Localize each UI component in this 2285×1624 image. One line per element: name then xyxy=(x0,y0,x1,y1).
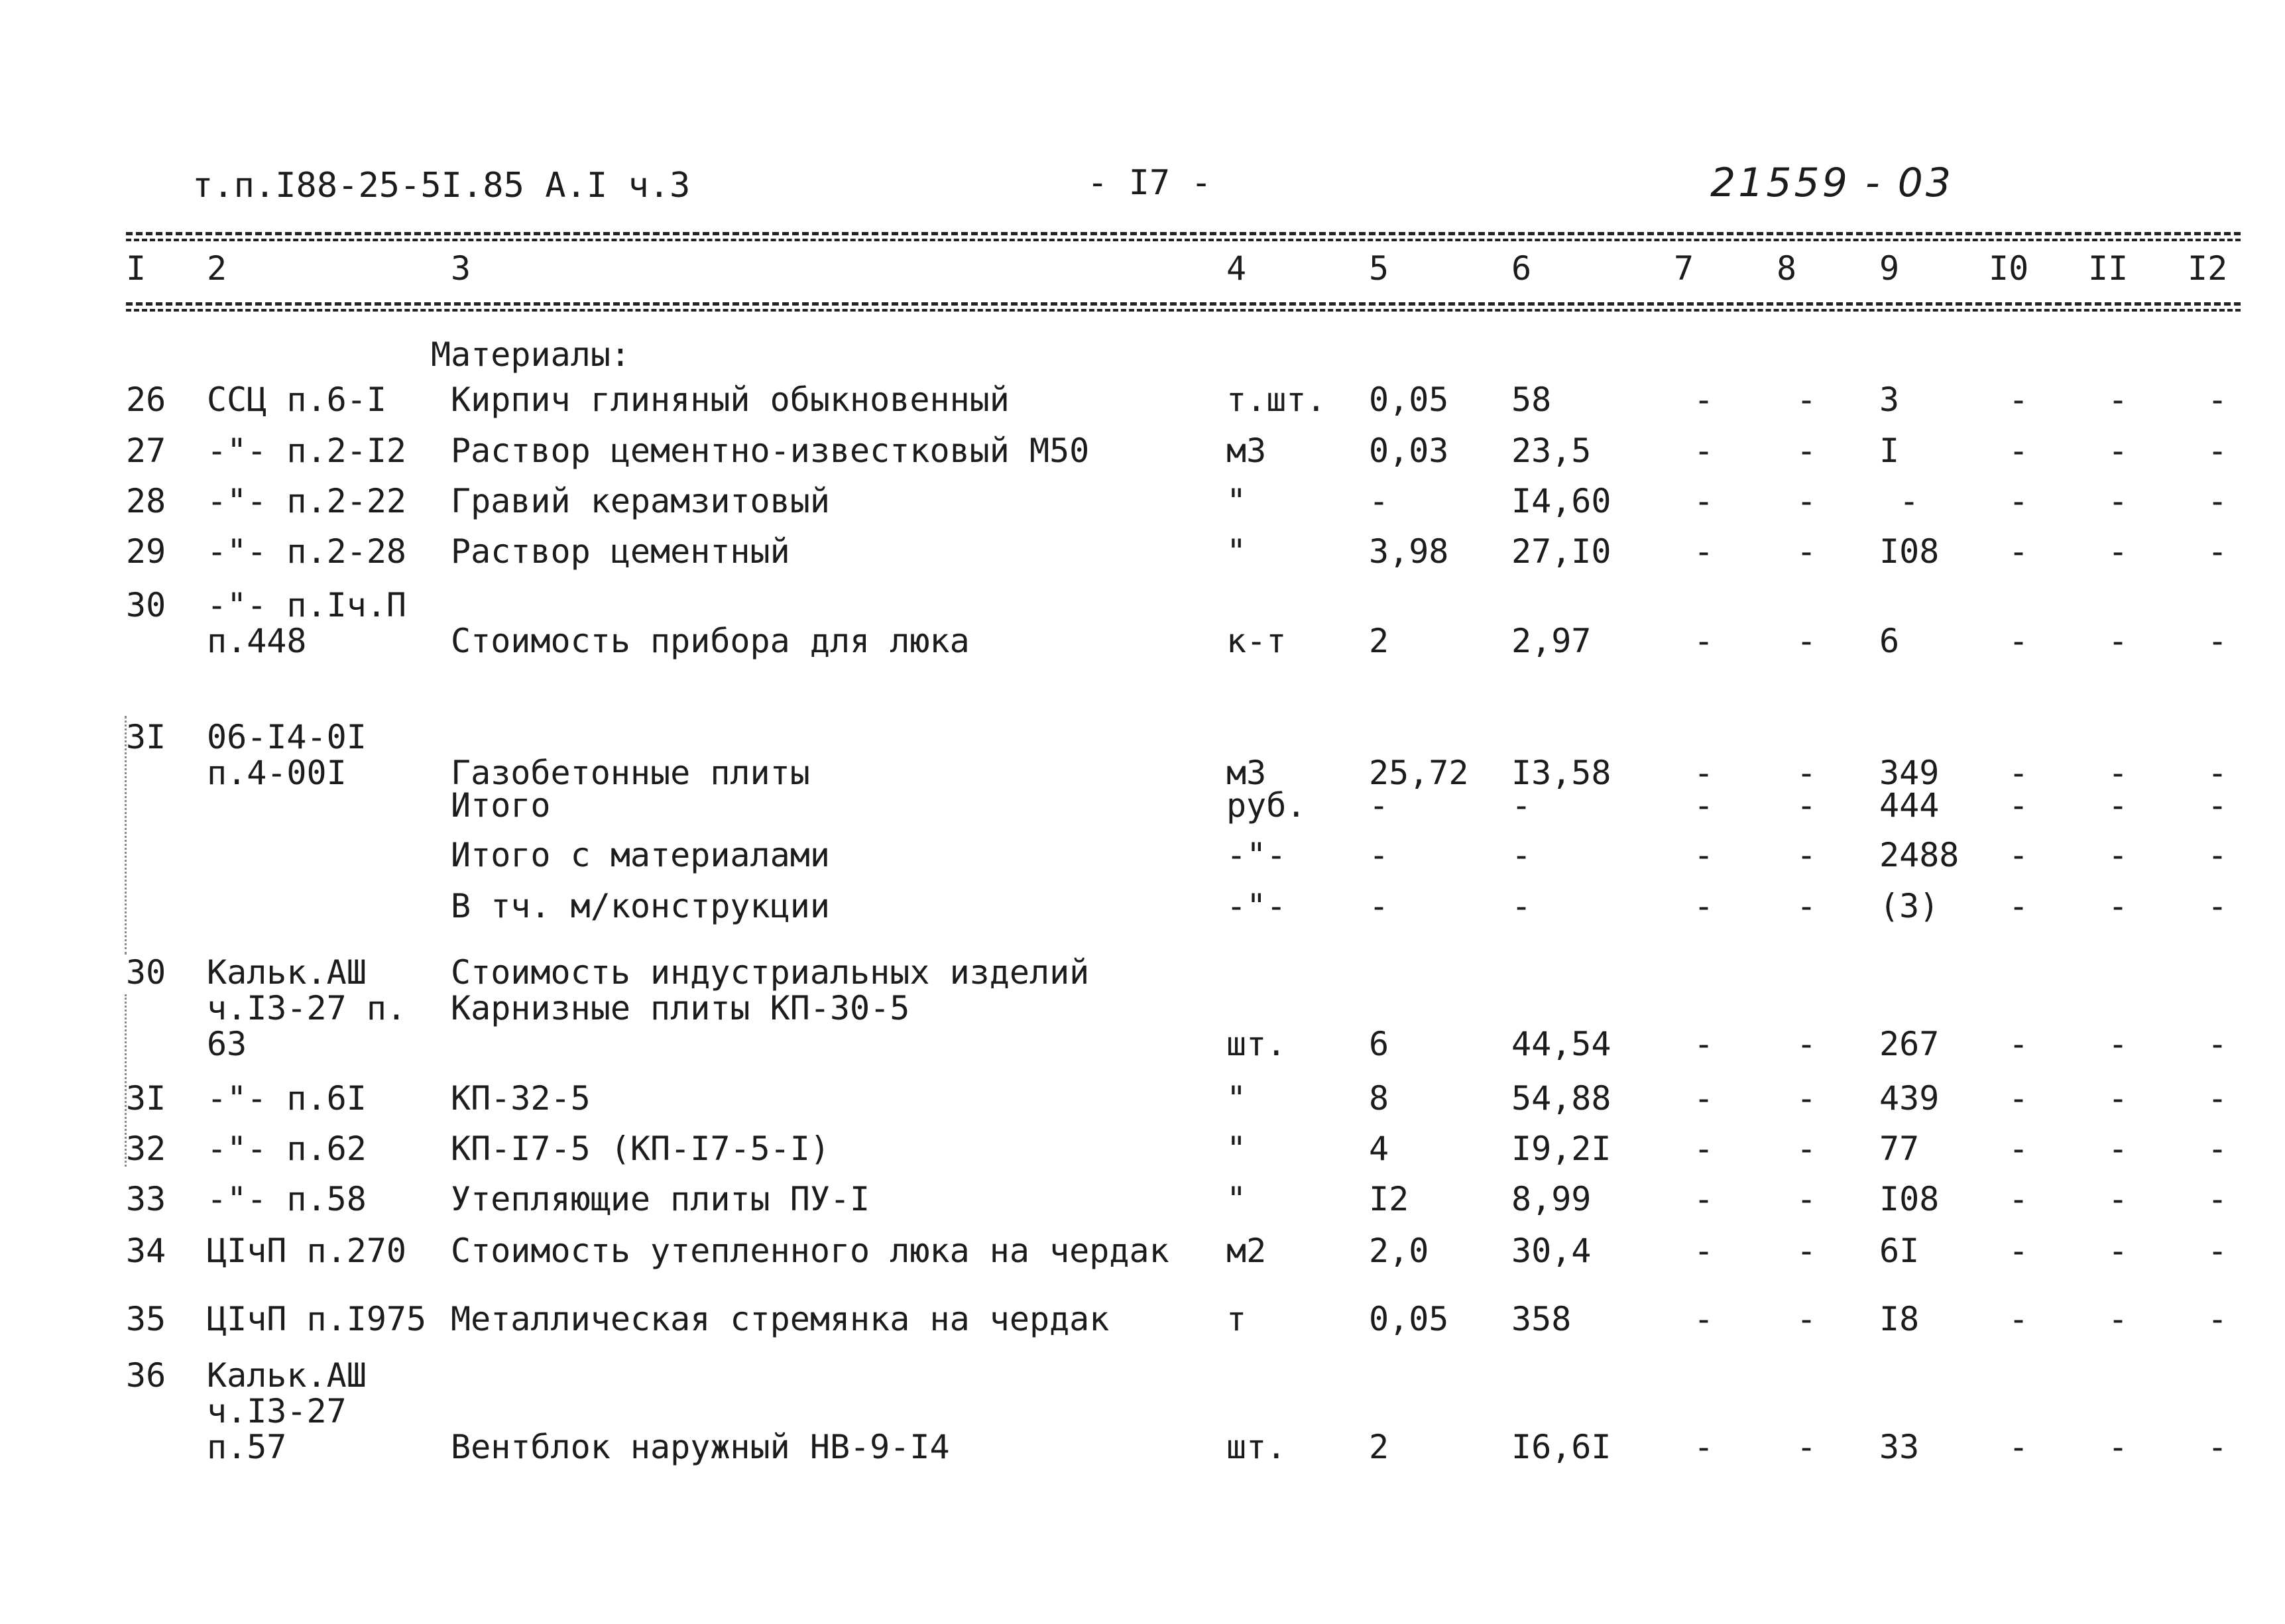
row-number: 28 xyxy=(126,482,166,520)
row-cell-7: - xyxy=(1694,1300,1714,1338)
row-cell-10: - xyxy=(2009,1428,2029,1466)
row-cell-10: - xyxy=(2009,482,2029,520)
row-reference: -"- п.58 xyxy=(207,1180,367,1218)
row-unit: " xyxy=(1226,1130,1247,1168)
row-cell-10: - xyxy=(2009,887,2029,925)
row-cell-5: 3,98 xyxy=(1369,532,1449,571)
row-cell-7: - xyxy=(1694,532,1714,571)
row-unit: к-т xyxy=(1226,622,1287,660)
row-cell-11: - xyxy=(2108,1428,2129,1466)
row-cell-7: - xyxy=(1694,1428,1714,1466)
row-cell-7: - xyxy=(1694,622,1714,660)
row-cell-5: 0,03 xyxy=(1369,432,1449,470)
row-cell-12: - xyxy=(2207,887,2228,925)
row-cell-9: 267 xyxy=(1879,1025,1940,1063)
column-header-5: 5 xyxy=(1369,249,1389,288)
row-number: 27 xyxy=(126,432,166,470)
row-cell-5: 2,0 xyxy=(1369,1232,1429,1270)
row-cell-12: - xyxy=(2207,1428,2228,1466)
row-reference: -"- п.2-22 xyxy=(207,482,407,520)
row-number: 34 xyxy=(126,1232,166,1270)
row-unit: " xyxy=(1226,1079,1247,1118)
header-top-rule xyxy=(126,232,2241,235)
row-cell-11: - xyxy=(2108,1025,2129,1063)
row-cell-9: I8 xyxy=(1879,1300,1920,1338)
row-name: Гравий керамзитовый xyxy=(451,482,830,520)
row-cell-11: - xyxy=(2108,1232,2129,1270)
row-number: 36 xyxy=(126,1356,166,1395)
row-cell-11: - xyxy=(2108,836,2129,874)
row-reference: ч.I3-27 п. xyxy=(207,989,407,1027)
row-cell-7: - xyxy=(1694,1130,1714,1168)
row-cell-9: 77 xyxy=(1879,1130,1920,1168)
row-cell-8: - xyxy=(1796,532,1817,571)
row-cell-6: 23,5 xyxy=(1511,432,1592,470)
row-name: В тч. м/конструкции xyxy=(451,887,830,925)
row-cell-8: - xyxy=(1796,836,1817,874)
margin-mark xyxy=(125,994,127,1167)
row-reference: Кальк.АШ xyxy=(207,953,367,992)
header-top-rule-2 xyxy=(126,239,2241,241)
row-cell-10: - xyxy=(2009,1300,2029,1338)
row-cell-12: - xyxy=(2207,1079,2228,1118)
row-number: 29 xyxy=(126,532,166,571)
row-cell-12: - xyxy=(2207,532,2228,571)
row-name: Вентблок наружный НВ-9-I4 xyxy=(451,1428,950,1466)
row-cell-12: - xyxy=(2207,1232,2228,1270)
row-cell-7: - xyxy=(1694,887,1714,925)
column-header-8: 8 xyxy=(1777,249,1797,288)
row-cell-7: - xyxy=(1694,1232,1714,1270)
row-cell-6: I4,60 xyxy=(1511,482,1611,520)
header-bottom-rule xyxy=(126,302,2241,306)
row-reference: п.57 xyxy=(207,1428,287,1466)
column-header-1: I xyxy=(126,249,146,288)
row-cell-11: - xyxy=(2108,1180,2129,1218)
row-cell-8: - xyxy=(1796,482,1817,520)
row-cell-12: - xyxy=(2207,754,2228,792)
row-number: 30 xyxy=(126,586,166,624)
row-unit: т xyxy=(1226,1300,1247,1338)
row-cell-10: - xyxy=(2009,1130,2029,1168)
row-cell-8: - xyxy=(1796,1232,1817,1270)
row-reference: ч.I3-27 xyxy=(207,1392,347,1430)
row-cell-11: - xyxy=(2108,1130,2129,1168)
row-cell-7: - xyxy=(1694,1025,1714,1063)
row-cell-7: - xyxy=(1694,754,1714,792)
row-cell-6: I3,58 xyxy=(1511,754,1611,792)
row-cell-5: 4 xyxy=(1369,1130,1389,1168)
row-cell-11: - xyxy=(2108,482,2129,520)
row-cell-8: - xyxy=(1796,1130,1817,1168)
row-cell-12: - xyxy=(2207,1180,2228,1218)
row-reference: ЦIчП п.I975 xyxy=(207,1300,427,1338)
row-unit: м2 xyxy=(1226,1232,1267,1270)
row-cell-11: - xyxy=(2108,432,2129,470)
row-reference: -"- п.6I xyxy=(207,1079,367,1118)
row-reference: ЦIчП п.270 xyxy=(207,1232,407,1270)
row-name: КП-I7-5 (КП-I7-5-I) xyxy=(451,1130,830,1168)
row-unit: " xyxy=(1226,1180,1247,1218)
row-unit: -"- xyxy=(1226,836,1287,874)
row-name: Металлическая стремянка на чердак xyxy=(451,1300,1110,1338)
row-name: Стоимость индустриальных изделий xyxy=(451,953,1090,992)
row-name: Утепляющие плиты ПУ-I xyxy=(451,1180,870,1218)
row-cell-8: - xyxy=(1796,887,1817,925)
column-header-6: 6 xyxy=(1511,249,1532,288)
row-cell-6: 44,54 xyxy=(1511,1025,1611,1063)
row-cell-9: 3 xyxy=(1879,380,1900,419)
column-header-3: 3 xyxy=(451,249,471,288)
row-cell-12: - xyxy=(2207,1130,2228,1168)
row-cell-5: - xyxy=(1369,786,1389,825)
row-cell-7: - xyxy=(1694,380,1714,419)
row-name: Раствор цементный xyxy=(451,532,790,571)
row-cell-12: - xyxy=(2207,1300,2228,1338)
row-cell-8: - xyxy=(1796,380,1817,419)
column-header-7: 7 xyxy=(1674,249,1694,288)
row-cell-9: (3) xyxy=(1879,887,1940,925)
row-cell-11: - xyxy=(2108,380,2129,419)
row-reference: 06-I4-0I xyxy=(207,718,367,756)
row-cell-10: - xyxy=(2009,380,2029,419)
row-cell-5: - xyxy=(1369,482,1389,520)
row-cell-7: - xyxy=(1694,1079,1714,1118)
row-cell-9: - xyxy=(1899,482,1920,520)
row-cell-7: - xyxy=(1694,836,1714,874)
row-cell-11: - xyxy=(2108,754,2129,792)
row-cell-6: - xyxy=(1511,786,1532,825)
row-cell-6: - xyxy=(1511,887,1532,925)
row-cell-5: 2 xyxy=(1369,622,1389,660)
row-cell-11: - xyxy=(2108,887,2129,925)
row-cell-10: - xyxy=(2009,836,2029,874)
row-unit: " xyxy=(1226,532,1247,571)
row-cell-6: 8,99 xyxy=(1511,1180,1592,1218)
row-number: 3I xyxy=(126,1079,166,1118)
row-cell-9: 2488 xyxy=(1879,836,1960,874)
row-cell-9: I08 xyxy=(1879,532,1940,571)
row-cell-11: - xyxy=(2108,786,2129,825)
row-cell-8: - xyxy=(1796,1428,1817,1466)
row-cell-6: 2,97 xyxy=(1511,622,1592,660)
section-heading: Материалы: xyxy=(431,335,631,374)
row-cell-6: I6,6I xyxy=(1511,1428,1611,1466)
page-number: - I7 - xyxy=(1087,163,1212,203)
row-cell-9: 6 xyxy=(1879,622,1900,660)
row-cell-8: - xyxy=(1796,1025,1817,1063)
row-cell-11: - xyxy=(2108,532,2129,571)
column-header-12: I2 xyxy=(2188,249,2228,288)
row-unit: м3 xyxy=(1226,754,1267,792)
row-reference: ССЦ п.6-I xyxy=(207,380,386,419)
row-reference: п.4-00I xyxy=(207,754,347,792)
row-cell-12: - xyxy=(2207,432,2228,470)
row-cell-5: - xyxy=(1369,836,1389,874)
row-cell-8: - xyxy=(1796,1300,1817,1338)
row-cell-8: - xyxy=(1796,786,1817,825)
row-cell-10: - xyxy=(2009,532,2029,571)
row-reference: -"- п.2-28 xyxy=(207,532,407,571)
row-name: Итого xyxy=(451,786,551,825)
document-code: т.п.I88-25-5I.85 А.I ч.3 xyxy=(192,166,691,205)
row-unit: т.шт. xyxy=(1226,380,1326,419)
row-cell-8: - xyxy=(1796,432,1817,470)
row-cell-6: 27,I0 xyxy=(1511,532,1611,571)
row-number: 26 xyxy=(126,380,166,419)
row-cell-6: 54,88 xyxy=(1511,1079,1611,1118)
row-unit: м3 xyxy=(1226,432,1267,470)
row-cell-9: 444 xyxy=(1879,786,1940,825)
row-cell-9: 33 xyxy=(1879,1428,1920,1466)
row-cell-10: - xyxy=(2009,1232,2029,1270)
row-cell-5: - xyxy=(1369,887,1389,925)
handwritten-number: 21559 - 03 xyxy=(1710,160,1954,206)
row-name: КП-32-5 xyxy=(451,1079,591,1118)
row-unit: руб. xyxy=(1226,786,1307,825)
row-cell-9: I08 xyxy=(1879,1180,1940,1218)
row-reference: -"- п.62 xyxy=(207,1130,367,1168)
row-unit: шт. xyxy=(1226,1428,1287,1466)
row-cell-5: 0,05 xyxy=(1369,380,1449,419)
margin-mark xyxy=(125,716,127,955)
row-name: Кирпич глиняный обыкновенный xyxy=(451,380,1010,419)
row-cell-12: - xyxy=(2207,622,2228,660)
row-cell-10: - xyxy=(2009,754,2029,792)
row-name: Стоимость прибора для люка xyxy=(451,622,970,660)
row-reference: 63 xyxy=(207,1025,247,1063)
row-cell-7: - xyxy=(1694,1180,1714,1218)
row-cell-12: - xyxy=(2207,380,2228,419)
row-reference: -"- п.Iч.П xyxy=(207,586,407,624)
row-cell-5: 25,72 xyxy=(1369,754,1469,792)
row-cell-10: - xyxy=(2009,1079,2029,1118)
row-cell-9: I xyxy=(1879,432,1900,470)
row-cell-8: - xyxy=(1796,622,1817,660)
row-cell-8: - xyxy=(1796,1079,1817,1118)
row-cell-6: I9,2I xyxy=(1511,1130,1611,1168)
row-name: Стоимость утепленного люка на чердак xyxy=(451,1232,1169,1270)
row-reference: Кальк.АШ xyxy=(207,1356,367,1395)
row-cell-6: 58 xyxy=(1511,380,1552,419)
row-cell-6: 30,4 xyxy=(1511,1232,1592,1270)
row-number: 33 xyxy=(126,1180,166,1218)
row-cell-12: - xyxy=(2207,786,2228,825)
row-cell-6: - xyxy=(1511,836,1532,874)
row-name: Газобетонные плиты xyxy=(451,754,810,792)
row-cell-5: 0,05 xyxy=(1369,1300,1449,1338)
row-cell-9: 349 xyxy=(1879,754,1940,792)
row-reference: -"- п.2-I2 xyxy=(207,432,407,470)
row-cell-7: - xyxy=(1694,786,1714,825)
row-cell-11: - xyxy=(2108,1079,2129,1118)
row-number: 30 xyxy=(126,953,166,992)
row-name: Раствор цементно-известковый М50 xyxy=(451,432,1090,470)
row-number: 3I xyxy=(126,718,166,756)
row-cell-5: 6 xyxy=(1369,1025,1389,1063)
column-header-4: 4 xyxy=(1226,249,1247,288)
row-reference: п.448 xyxy=(207,622,307,660)
row-cell-6: 358 xyxy=(1511,1300,1572,1338)
row-unit: шт. xyxy=(1226,1025,1287,1063)
header-bottom-rule-2 xyxy=(126,309,2241,312)
column-header-11: II xyxy=(2088,249,2129,288)
column-header-9: 9 xyxy=(1879,249,1900,288)
row-cell-12: - xyxy=(2207,1025,2228,1063)
row-cell-10: - xyxy=(2009,622,2029,660)
row-cell-10: - xyxy=(2009,1180,2029,1218)
row-name: Карнизные плиты КП-30-5 xyxy=(451,989,910,1027)
row-cell-7: - xyxy=(1694,482,1714,520)
row-cell-9: 6I xyxy=(1879,1232,1920,1270)
row-unit: " xyxy=(1226,482,1247,520)
row-cell-12: - xyxy=(2207,836,2228,874)
column-header-2: 2 xyxy=(207,249,227,288)
row-cell-8: - xyxy=(1796,754,1817,792)
row-cell-9: 439 xyxy=(1879,1079,1940,1118)
row-name: Итого с материалами xyxy=(451,836,830,874)
row-cell-11: - xyxy=(2108,1300,2129,1338)
row-cell-5: 8 xyxy=(1369,1079,1389,1118)
row-cell-11: - xyxy=(2108,622,2129,660)
row-unit: -"- xyxy=(1226,887,1287,925)
row-cell-12: - xyxy=(2207,482,2228,520)
row-number: 35 xyxy=(126,1300,166,1338)
row-cell-8: - xyxy=(1796,1180,1817,1218)
row-cell-5: I2 xyxy=(1369,1180,1409,1218)
row-cell-7: - xyxy=(1694,432,1714,470)
column-header-10: I0 xyxy=(1989,249,2029,288)
row-cell-10: - xyxy=(2009,1025,2029,1063)
row-cell-10: - xyxy=(2009,786,2029,825)
row-number: 32 xyxy=(126,1130,166,1168)
row-cell-10: - xyxy=(2009,432,2029,470)
row-cell-5: 2 xyxy=(1369,1428,1389,1466)
